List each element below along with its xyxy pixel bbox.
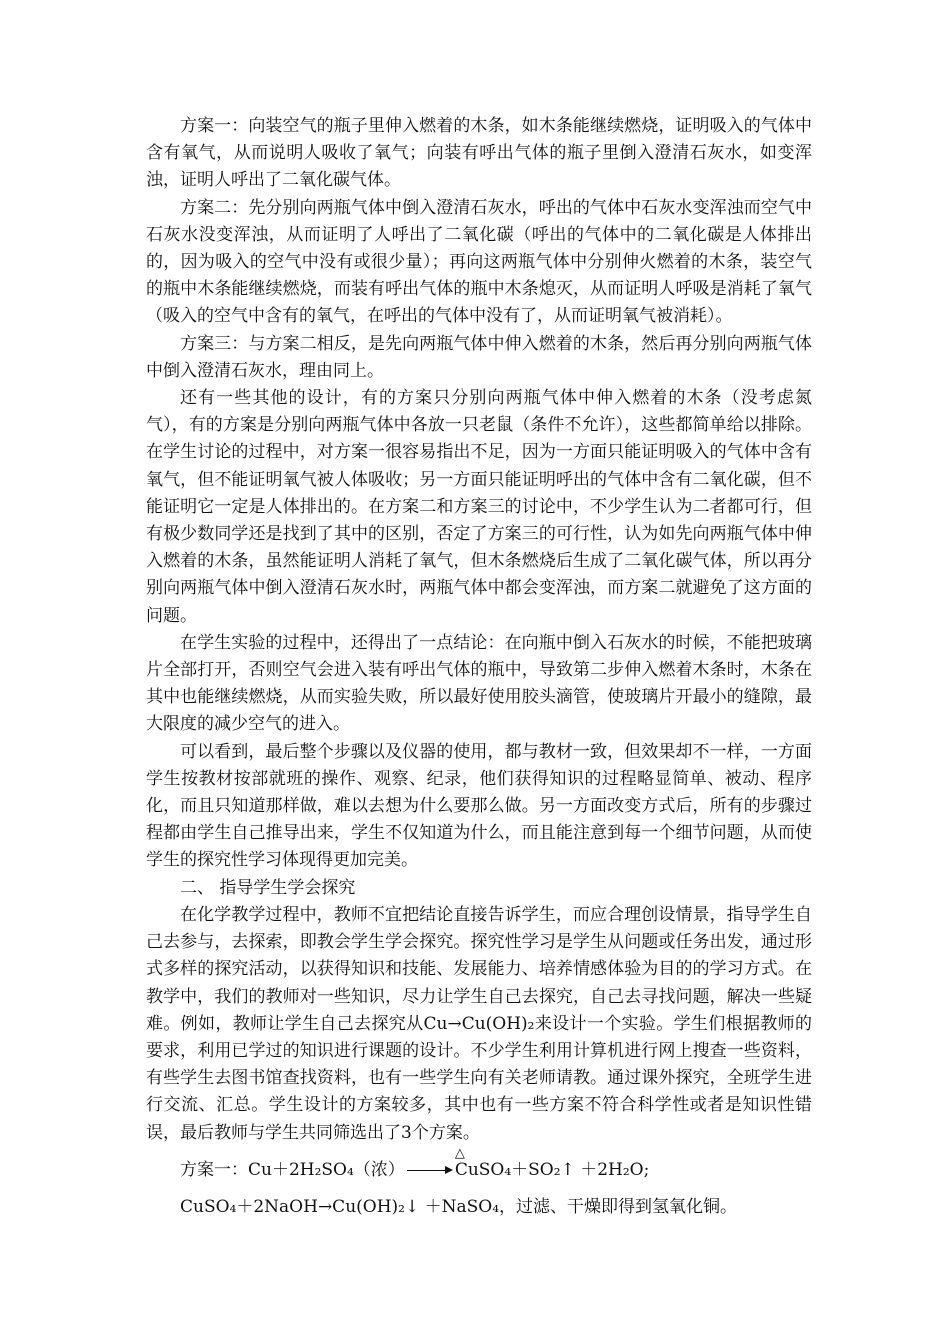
heat-condition: △ (454, 1146, 465, 1162)
reaction-arrow-icon (407, 1146, 465, 1177)
section-heading: 二、 指导学生学会探究 (180, 877, 356, 898)
equation-one (146, 1146, 812, 1184)
equation-one-label: 方案一： (180, 1159, 248, 1180)
paragraph-plan-three: 方案三：与方案二相反，是先向两瓶气体中伸入燃着的木条，然后再分别向两瓶气体中倒入澄清石灰水，理由同上。 (146, 333, 812, 381)
equation-two: CuSO₄＋2NaOH→Cu(OH)₂↓ ＋NaSO₄，过滤、干燥即得到氢氧化铜。 (180, 1196, 738, 1217)
paragraph-plan-one: 方案一：向装空气的瓶子里伸入燃着的木条，如木条能继续燃烧，证明吸入的气体中含有氧气，从而说明人吸收了氧气；向装有呼出气体的瓶子里倒入澄清石灰水，如变浑浊，证明人呼出了二氧化碳气体。 (146, 116, 812, 191)
section-paragraph: 在化学教学过程中，教师不宜把结论直接告诉学生，而应合理创设情景，指导学生自己去参与，去探索，即教会学生学会探究。探究性学习是学生从问题或任务出发，通过形式多样的探究活动，以获得知识和技能、发展能力、培养情感体验为目的的学习方式。在教学中，我们的教师对一些知识，尽力让学生自己去探究，自己去寻找问题，解决一些疑难。例如，教师让学生自己去探究从Cu→Cu(OH)₂来设计一个实验。学生们根据教师的要求，利用已学过的知识进行课题的设计。不少学生利用计算机进行网上搜查一些资料，有些学生去图书馆查找资料，也有一些学生向有关老师请教。通过课外探究，全班学生进行交流、汇总。学生设计的方案较多，其中也有一些方案不符合科学性或者是知识性错误，最后教师与学生共同筛选出了3个方案。 (146, 904, 812, 1143)
paragraph-experiment-conclusion: 在学生实验的过程中，还得出了一点结论：在向瓶中倒入石灰水的时候，不能把玻璃片全部打开，否则空气会进入装有呼出气体的瓶中，导致第二步伸入燃着木条时，木条在其中也能继续燃烧，从而实验失败，所以最好使用胶头滴管，使玻璃片开最小的缝隙，最大限度的减少空气的进入。 (146, 632, 812, 735)
paragraph-plan-two: 方案二：先分别向两瓶气体中倒入澄清石灰水，呼出的气体中石灰水变浑浊而空气中石灰水没变浑浊，从而证明了人呼出了二氧化碳（呼出的气体中的二氧化碳是人体排出的，因为吸入的空气中没有或很少量）；再向这两瓶气体中分别伸火燃着的木条，装空气的瓶中木条能继续燃烧，而装有呼出气体的瓶中木条熄灭，从而证明人呼吸是消耗了氧气（吸入的空气中含有的氧气，在呼出的气体中没有了，从而证明氧气被消耗）。 (146, 197, 812, 327)
equation-one-reactants: Cu＋2H₂SO₄（浓） (248, 1159, 405, 1180)
paragraph-other-designs: 还有一些其他的设计，有的方案只分别向两瓶气体中伸入燃着的木条（没考虑氮气），有的方案是分别向两瓶气体中各放一只老鼠（条件不允许），这些都简单给以排除。在学生讨论的过程中，对方案一很容易指出不足，因为一方面只能证明吸入的气体中含有氧气，但不能证明氧气被人体吸收；另一方面只能证明呼出的气体中含有二氧化碳，但不能证明它一定是人体排出的。在方案二和方案三的讨论中，不少学生认为二者都可行，但有极少数同学还是找到了其中的区别，否定了方案三的可行性，认为如先向两瓶气体中伸入燃着的木条，虽然能证明人消耗了氧气，但木条燃烧后生成了二氧化碳气体，所以再分别向两瓶气体中倒入澄清石灰水时，两瓶气体中都会变浑浊，而方案二就避免了这方面的问题。 (146, 388, 812, 626)
paragraph-comparison: 可以看到，最后整个步骤以及仪器的使用，都与教材一致，但效果却不一样，一方面学生按教材按部就班的操作、观察、纪录，他们获得知识的过程略显简单、被动、程序化，而且只知道那样做，难以去想为什么要那么做。另一方面改变方式后，所有的步骤过程都由学生自己推导出来，学生不仅知道为什么，而且能注意到每一个细节问题，从而使学生的探究性学习体现得更加完美。 (146, 741, 812, 871)
equation-one-products: CuSO₄＋SO₂↑ ＋2H₂O; (454, 1159, 650, 1180)
